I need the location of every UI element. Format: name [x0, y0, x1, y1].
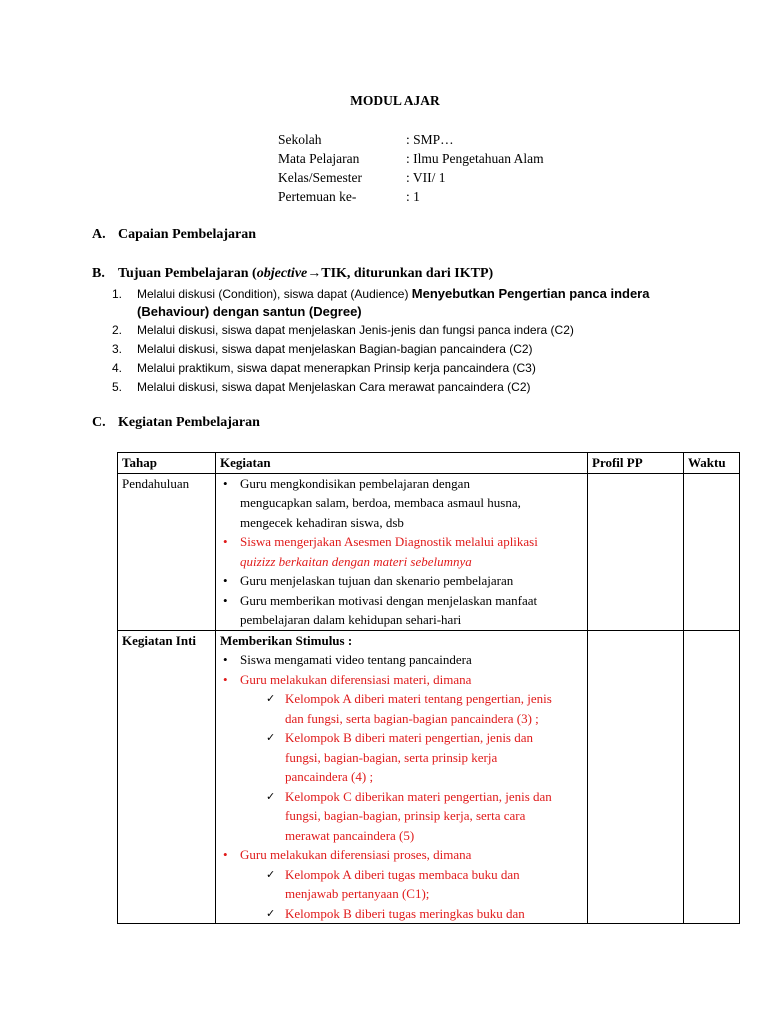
header-tahap: Tahap: [118, 453, 216, 474]
group-item: [266, 904, 583, 924]
info-value: : Ilmu Pengetahuan Alam: [406, 151, 544, 166]
arrow-icon: →: [307, 264, 322, 280]
group-line: ✓ Kelompok B diberi materi pengertian, jenis dan: [285, 730, 534, 745]
objective-emphasis: Menyebutkan Pengertian panca indera: [411, 286, 650, 301]
section-letter: A.: [92, 227, 106, 242]
info-label: Kelas/Semester: [278, 170, 362, 185]
info-row-pertemuan: [278, 187, 420, 207]
group-list: [266, 865, 583, 924]
waktu-cell: [684, 630, 740, 924]
stage-cell: Pendahuluan: [118, 473, 216, 630]
activity-line: quizizz berkaitan dengan materi sebelumnya: [240, 553, 472, 569]
objective-item: [112, 286, 649, 301]
group-item: [266, 728, 583, 787]
objective-number: 2.: [112, 323, 123, 337]
group-item: [266, 787, 583, 846]
group-line: fungsi, bagian-bagian, prinsip kerja, serta cara: [285, 808, 526, 823]
table-header-row: [118, 453, 740, 474]
group-line: fungsi, bagian-bagian, serta prinsip kerja: [285, 749, 498, 765]
objective-number: 1.: [112, 287, 123, 301]
info-label: Sekolah: [278, 132, 322, 147]
activity-item-highlight: [220, 845, 583, 923]
group-line: ✓ Kelompok B diberi tugas meringkas buku dan: [285, 905, 525, 921]
section-b-heading: [92, 264, 493, 282]
activity-line: • Guru memberikan motivasi dengan menjelaskan manfaat: [240, 592, 538, 608]
objective-number: 5.: [112, 380, 123, 394]
table-row-kegiatan-inti: [118, 630, 740, 924]
stage-cell: Kegiatan Inti: [118, 630, 216, 924]
activity-item: [220, 650, 583, 670]
objective-item: [112, 342, 533, 356]
header-waktu: Waktu: [684, 453, 740, 474]
group-line: merawat pancaindera (5): [285, 827, 415, 843]
stimulus-heading: Memberikan Stimulus :: [220, 632, 353, 648]
objective-emphasis: (Behaviour) dengan santun (Degree): [137, 304, 362, 319]
info-label: Pertemuan ke-: [278, 189, 357, 204]
profil-pp-cell: [588, 473, 684, 630]
activity-line: mengecek kehadiran siswa, dsb: [240, 514, 404, 530]
header-profil-pp: Profil PP: [588, 453, 684, 474]
objective-text: Melalui diskusi, siswa dapat menjelaskan Jenis-jenis dan fungsi panca indera (C2): [137, 323, 574, 337]
section-letter: B.: [92, 266, 105, 281]
objective-text: Melalui diskusi (Condition), siswa dapat (Audience): [137, 287, 412, 301]
group-line: dan fungsi, serta bagian-bagian pancaindera (3) ;: [285, 710, 539, 726]
activity-item-highlight: [220, 670, 583, 846]
objective-text: Melalui diskusi, siswa dapat menjelaskan Bagian-bagian pancaindera (C2): [137, 342, 533, 356]
section-a-heading: [92, 227, 256, 243]
objective-number: 4.: [112, 361, 123, 375]
group-list: [266, 689, 583, 845]
info-value: : 1: [406, 189, 420, 204]
info-row-mata-pelajaran: [278, 149, 544, 169]
activity-line: pembelajaran dalam kehidupan sehari-hari: [240, 612, 462, 627]
activity-item: [220, 591, 583, 630]
section-title: Capaian Pembelajaran: [118, 227, 257, 242]
info-value: : VII/ 1: [406, 170, 446, 185]
section-title: Kegiatan Pembelajaran: [118, 415, 260, 430]
group-item: [266, 689, 583, 728]
group-line: pancaindera (4) ;: [285, 769, 374, 784]
waktu-cell: [684, 473, 740, 630]
activity-cell: [216, 473, 588, 630]
section-title-italic: objective: [256, 266, 308, 281]
activity-line: • Guru melakukan diferensiasi materi, dimana: [240, 671, 472, 687]
objective-text: Melalui praktikum, siswa dapat menerapkan Prinsip kerja pancaindera (C3): [137, 361, 536, 375]
learning-activities-table: [117, 452, 740, 924]
section-letter: C.: [92, 415, 106, 430]
info-value: : SMP…: [406, 132, 454, 147]
activity-item: [220, 571, 583, 591]
section-c-heading: [92, 415, 260, 431]
objective-item: [112, 361, 536, 375]
group-line: ✓ Kelompok A diberi materi tentang pengertian, jenis: [285, 691, 552, 706]
section-title-post: TIK, diturunkan dari IKTP): [321, 266, 494, 281]
objective-item-continued: [137, 304, 362, 319]
page-title: MODUL AJAR: [350, 93, 440, 108]
objective-number: 3.: [112, 342, 123, 356]
activity-cell: [216, 630, 588, 924]
group-line: menjawab pertanyaan (C1);: [285, 886, 430, 901]
section-title-pre: Tujuan Pembelajaran (: [118, 266, 257, 281]
objective-item: [112, 323, 574, 337]
group-item: [266, 865, 583, 904]
header-kegiatan: Kegiatan: [216, 453, 588, 474]
activity-line: • Guru menjelaskan tujuan dan skenario pembelajaran: [240, 573, 514, 588]
profil-pp-cell: [588, 630, 684, 924]
objective-text: Melalui diskusi, siswa dapat Menjelaskan Cara merawat pancaindera (C2): [137, 380, 531, 394]
table-row-pendahuluan: [118, 473, 740, 630]
info-row-sekolah: [278, 130, 454, 150]
activity-line: • Siswa mengamati video tentang pancaindera: [240, 652, 472, 667]
activity-item: [220, 474, 583, 533]
info-row-kelas-semester: [278, 168, 446, 188]
activity-line: • Siswa mengerjakan Asesmen Diagnostik melalui aplikasi: [240, 534, 538, 549]
group-line: ✓ Kelompok C diberikan materi pengertian, jenis dan: [285, 788, 552, 804]
activity-line: mengucapkan salam, berdoa, membaca asmaul husna,: [240, 495, 521, 510]
objective-item: [112, 380, 531, 394]
activity-line: • Guru mengkondisikan pembelajaran dengan: [240, 475, 470, 491]
group-line: ✓ Kelompok A diberi tugas membaca buku dan: [285, 866, 520, 882]
activity-line: • Guru melakukan diferensiasi proses, dimana: [240, 847, 472, 862]
activity-item-highlight: [220, 532, 583, 571]
info-label: Mata Pelajaran: [278, 151, 360, 166]
